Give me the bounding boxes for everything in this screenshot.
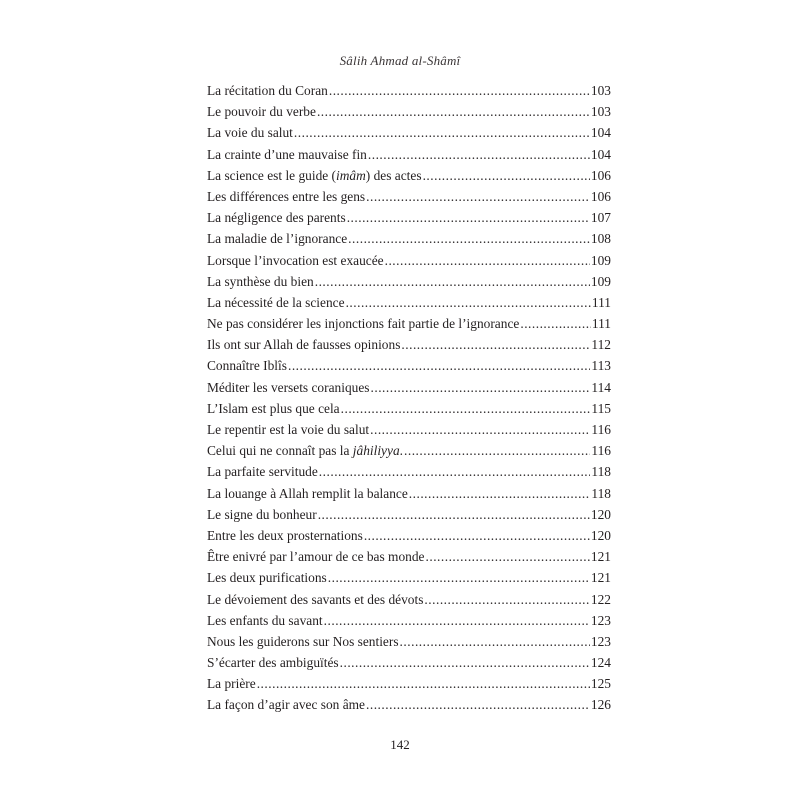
toc-entry (207, 504, 611, 525)
toc-entry (207, 101, 611, 122)
dot-leader (348, 228, 590, 249)
toc-entry-page: 103 (590, 83, 611, 98)
toc-entry-page: 104 (590, 125, 611, 141)
toc-entry-page: 108 (590, 231, 611, 247)
toc-entry-title: La crainte d’une mauvaise fin (207, 146, 367, 162)
dot-leader (424, 589, 589, 610)
toc-entry-title: Ne pas considérer les injonctions fait partie de l’ignorance (207, 316, 520, 332)
dot-leader (385, 250, 590, 271)
toc-entry (207, 377, 611, 398)
toc-entry-title: Les enfants du savant (207, 612, 323, 628)
toc-entry-title: Celui qui ne connaît pas la jâhiliyya. (207, 443, 403, 459)
toc-entry (207, 207, 611, 228)
dot-leader (346, 292, 591, 313)
toc-entry-italic-term: jâhiliyya (352, 443, 400, 459)
toc-entry-title: La prière (207, 676, 256, 692)
toc-entry-title: La louange à Allah remplit la balance (207, 485, 408, 501)
dot-leader (370, 419, 590, 440)
toc-entry-page: 106 (590, 167, 611, 183)
toc-entry-title: Entre les deux prosternations (207, 527, 363, 543)
toc-entry-title: L’Islam est plus que cela (207, 400, 340, 416)
toc-entry-page: 125 (590, 676, 611, 692)
toc-entry (207, 589, 611, 610)
toc-entry-title: La synthèse du bien (207, 273, 314, 289)
dot-leader (294, 122, 590, 143)
dot-leader (341, 398, 591, 419)
dot-leader (257, 673, 590, 694)
toc-entry (207, 419, 611, 440)
toc-entry-title: Méditer les versets coraniques (207, 379, 370, 395)
toc-entry-title: La négligence des parents (207, 210, 346, 226)
dot-leader (426, 546, 590, 567)
toc-entry (207, 440, 611, 461)
toc-entry-page: 106 (590, 188, 611, 204)
dot-leader (364, 525, 590, 546)
toc-entry (207, 292, 611, 313)
toc-entry (207, 673, 611, 694)
toc-entry-page: 116 (591, 422, 611, 437)
page-number: 142 (390, 737, 410, 752)
toc-entry (207, 398, 611, 419)
toc-entry (207, 271, 611, 292)
toc-entry-page: 115 (591, 400, 611, 416)
table-of-contents (207, 80, 611, 716)
dot-leader (409, 483, 591, 504)
dot-leader (288, 355, 590, 376)
toc-entry (207, 610, 611, 631)
dot-leader (318, 504, 590, 525)
toc-entry-page: 124 (590, 655, 611, 671)
toc-entry (207, 355, 611, 376)
toc-entry-page: 116 (591, 443, 611, 459)
toc-entry-title: La science est le guide (imâm) des actes (207, 167, 422, 183)
toc-entry-page: 107 (590, 210, 611, 226)
dot-leader (404, 440, 590, 461)
toc-entry-page: 103 (590, 104, 611, 120)
dot-leader (401, 334, 590, 355)
toc-entry (207, 567, 611, 588)
toc-entry (207, 250, 611, 271)
toc-entry (207, 694, 611, 715)
dot-leader (329, 80, 590, 101)
toc-entry-page: 121 (590, 549, 611, 565)
dot-leader (366, 694, 590, 715)
toc-entry (207, 483, 611, 504)
dot-leader (520, 313, 591, 334)
running-header-author: Sâlih Ahmad al-Shâmî (339, 53, 461, 68)
toc-entry-page: 123 (590, 633, 611, 649)
dot-leader (400, 631, 590, 652)
toc-entry-title: La parfaite servitude (207, 464, 318, 480)
toc-entry (207, 122, 611, 143)
toc-entry-page: 118 (591, 464, 611, 480)
toc-entry-page: 120 (590, 527, 611, 543)
dot-leader (315, 271, 590, 292)
toc-entry-title: Le dévoiement des savants et des dévots (207, 591, 424, 607)
toc-entry (207, 546, 611, 567)
toc-entry (207, 80, 611, 101)
toc-entry-title: Le signe du bonheur (207, 506, 317, 522)
toc-entry-title: La voie du salut (207, 125, 293, 141)
toc-entry (207, 525, 611, 546)
dot-leader (347, 207, 590, 228)
dot-leader (328, 567, 590, 588)
toc-entry-title: Connaître Iblîs (207, 358, 287, 374)
toc-entry (207, 165, 611, 186)
toc-entry-title: Le pouvoir du verbe (207, 104, 316, 120)
toc-entry-title: Les différences entre les gens (207, 188, 366, 204)
dot-leader (317, 101, 590, 122)
toc-entry (207, 228, 611, 249)
toc-entry-title: La maladie de l’ignorance (207, 231, 348, 247)
toc-entry (207, 652, 611, 673)
toc-entry-page: 109 (590, 252, 611, 268)
toc-entry-page: 104 (590, 146, 611, 162)
toc-entry (207, 631, 611, 652)
toc-entry-page: 118 (591, 485, 611, 501)
dot-leader (366, 186, 590, 207)
toc-entry-title: Le repentir est la voie du salut (207, 422, 370, 437)
toc-entry-title: Les deux purifications (207, 570, 327, 586)
toc-entry-title: Ils ont sur Allah de fausses opinions (207, 337, 401, 353)
toc-entry-title: Nous les guiderons sur Nos sentiers (207, 633, 399, 649)
toc-entry (207, 186, 611, 207)
toc-entry-page: 123 (590, 612, 611, 628)
dot-leader (324, 610, 590, 631)
toc-entry-page: 120 (590, 506, 611, 522)
toc-entry-title: S’écarter des ambiguïtés (207, 655, 339, 671)
toc-entry (207, 313, 611, 334)
dot-leader (423, 165, 590, 186)
toc-entry (207, 144, 611, 165)
toc-entry (207, 334, 611, 355)
toc-entry-title: La nécessité de la science (207, 294, 345, 310)
dot-leader (371, 377, 591, 398)
toc-entry-page: 109 (590, 273, 611, 289)
toc-entry-title: La façon d’agir avec son âme (207, 697, 366, 713)
dot-leader (340, 652, 590, 673)
toc-entry-page: 122 (590, 591, 611, 607)
toc-entry-page: 111 (591, 294, 611, 310)
toc-entry-italic-term: imâm (336, 167, 366, 183)
toc-entry-title: Lorsque l’invocation est exaucée (207, 252, 384, 268)
toc-entry-title: La récitation du Coran (207, 83, 328, 98)
toc-entry-page: 114 (591, 379, 611, 395)
toc-entry-page: 126 (590, 697, 611, 713)
toc-entry-page: 121 (590, 570, 611, 586)
toc-entry-title: Être enivré par l’amour de ce bas monde (207, 549, 425, 565)
toc-entry-page: 113 (591, 358, 611, 374)
dot-leader (319, 461, 591, 482)
toc-entry-page: 112 (591, 337, 611, 353)
toc-entry-page: 111 (591, 316, 611, 332)
dot-leader (368, 144, 590, 165)
toc-entry (207, 461, 611, 482)
